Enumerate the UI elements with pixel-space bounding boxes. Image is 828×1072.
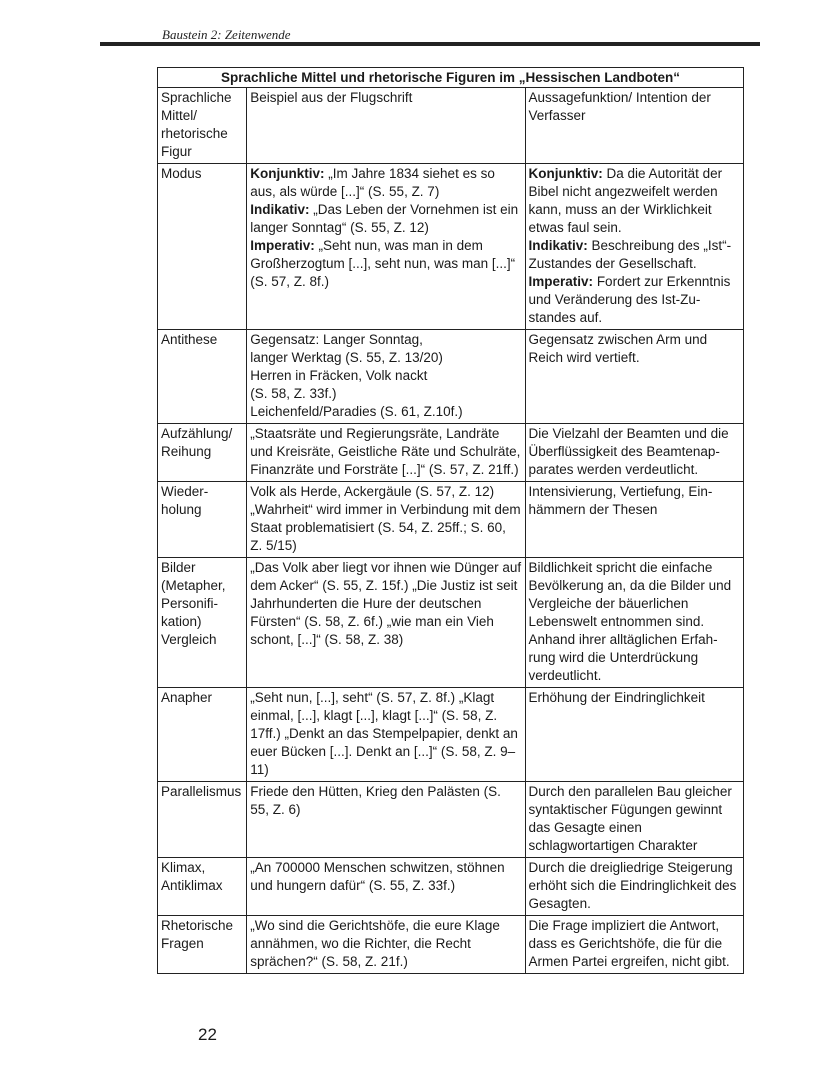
column-header-example: Beispiel aus der Flugschrift [247, 88, 525, 164]
table-row [158, 782, 744, 858]
figure-cell: Wiederholung [158, 482, 247, 558]
column-header-function: Aussagefunktion/ Intention der Verfasser [525, 88, 743, 164]
header-rule [100, 42, 760, 46]
example-line: (S. 58, Z. 33f.) [250, 386, 337, 401]
table-row [158, 164, 744, 330]
mode-label: Indikativ: [528, 238, 588, 253]
page-number: 22 [198, 1025, 217, 1044]
table-row [158, 558, 744, 688]
example-cell: „Wo sind die Gerichtshöfe, die eure Klage annähmen, wo die Richter, die Recht sprächen?“ (S. 58, Z. 21f.) [247, 916, 525, 974]
example-cell [247, 164, 525, 330]
rhetoric-table [157, 67, 744, 974]
figure-cell: Rhetorische Fragen [158, 916, 247, 974]
function-cell: Erhöhung der Eindringlichkeit [525, 688, 743, 782]
mode-label: Indikativ: [250, 202, 310, 217]
example-cell: „Seht nun, [...], seht“ (S. 57, Z. 8f.) „Klagt einmal, [...], klagt [...], klagt [...]“ (S. 58, Z. 17ff.) „Denkt an das Stempelpapier, denkt an euer Bücken [...]. Denkt an [...]“ (S. 58, Z. 9–11) [247, 688, 525, 782]
running-header [100, 27, 760, 47]
function-line [529, 165, 740, 237]
figure-cell: Klimax, Antiklimax [158, 858, 247, 916]
example-text: „Im Jahre 1834 siehet es so aus, als würde [...]“ (S. 55, Z. 7) [250, 166, 495, 199]
example-text: „Seht nun, was man in dem Großherzogtum [...], seht nun, was man [...]“ (S. 57, Z. 8f.) [250, 238, 516, 289]
function-line [529, 237, 740, 273]
example-line: langer Werktag (S. 55, Z. 13/20) [250, 350, 443, 365]
table-row [158, 858, 744, 916]
example-cell: „Das Volk aber liegt vor ihnen wie Dünger auf dem Acker“ (S. 55, Z. 15f.) „Die Justiz ist seit Jahrhunderten die Hure der deutschen Fürsten“ (S. 58, Z. 6f.) „wie man ein Vieh schont, [...]“ (S. 58, Z. 38) [247, 558, 525, 688]
mode-label: Imperativ: [250, 238, 315, 253]
function-line [529, 273, 740, 327]
function-cell [525, 164, 743, 330]
figure-cell: Modus [158, 164, 247, 330]
function-text: Fordert zur Erkenntnis und Veränderung des Ist-Zustandes auf. [528, 274, 731, 325]
table-row [158, 330, 744, 424]
example-text: „Das Leben der Vornehmen ist ein langer Sonntag“ (S. 55, Z. 12) [250, 202, 519, 235]
figure-cell: Antithese [158, 330, 247, 424]
mode-label: Konjunktiv: [250, 166, 325, 181]
example-line [250, 165, 521, 201]
function-cell: Gegensatz zwischen Arm und Reich wird vertieft. [525, 330, 743, 424]
table-row [158, 482, 744, 558]
function-text: Beschreibung des „Ist“-Zustandes der Gesellschaft. [528, 238, 732, 271]
figure-cell: Bilder (Metapher, Personifikation) Vergleich [158, 558, 247, 688]
figure-cell: Parallelismus [158, 782, 247, 858]
example-cell [247, 330, 525, 424]
function-cell: Die Frage impliziert die Antwort, dass es Gerichtshöfe, die für die Armen Partei ergreifen, nicht gibt. [525, 916, 743, 974]
table-row [158, 424, 744, 482]
figure-cell: Aufzählung/ Reihung [158, 424, 247, 482]
function-cell: Intensivierung, Vertiefung, Einhämmern der Thesen [525, 482, 743, 558]
table-row [158, 916, 744, 974]
table-row [158, 688, 744, 782]
function-text: Da die Autorität der Bibel nicht angezweifelt werden kann, muss an der Wirklichkeit etwas faul sein. [528, 166, 723, 235]
example-cell: Friede den Hütten, Krieg den Palästen (S. 55, Z. 6) [247, 782, 525, 858]
function-cell: Bildlichkeit spricht die einfache Bevölkerung an, da die Bilder und Vergleiche der bäuerlichen Lebenswelt entnommen sind. Anhand ihrer alltäglichen Erfahrung wird die Unterdrückung verdeutlicht. [525, 558, 743, 688]
example-line: Herren in Fräcken, Volk nackt [250, 368, 428, 383]
example-cell: Volk als Herde, Ackergäule (S. 57, Z. 12) „Wahrheit“ wird immer in Verbindung mit dem Staat problematisiert (S. 54, Z. 25ff.; S. 60, Z. 5/15) [247, 482, 525, 558]
example-cell: „An 700000 Menschen schwitzen, stöhnen und hungern dafür“ (S. 55, Z. 33f.) [247, 858, 525, 916]
example-line: Leichenfeld/Paradies (S. 61, Z.10f.) [250, 404, 463, 419]
mode-label: Konjunktiv: [528, 166, 603, 181]
example-line [250, 201, 521, 237]
example-cell: „Staatsräte und Regierungsräte, Landräte und Kreisräte, Geistliche Räte und Schulräte, Finanzräte und Forsträte [...]“ (S. 57, Z. 21ff.) [247, 424, 525, 482]
column-header-figure: Sprachliche Mittel/ rhetorische Figur [158, 88, 247, 164]
running-header-text: Baustein 2: Zeitenwende [162, 27, 291, 42]
function-cell: Die Vielzahl der Beamten und die Überflüssigkeit des Beamtenapparates werden verdeutlicht. [525, 424, 743, 482]
table-title: Sprachliche Mittel und rhetorische Figuren im „Hessischen Landboten“ [158, 68, 744, 88]
function-cell: Durch den parallelen Bau gleicher syntaktischer Fügungen gewinnt das Gesagte einen schlagwortartigen Charakter [525, 782, 743, 858]
example-line [250, 237, 521, 291]
mode-label: Imperativ: [528, 274, 594, 289]
figure-cell: Anapher [158, 688, 247, 782]
example-line: Gegensatz: Langer Sonntag, [250, 332, 423, 347]
function-cell: Durch die dreigliedrige Steigerung erhöht sich die Eindringlichkeit des Gesagten. [525, 858, 743, 916]
